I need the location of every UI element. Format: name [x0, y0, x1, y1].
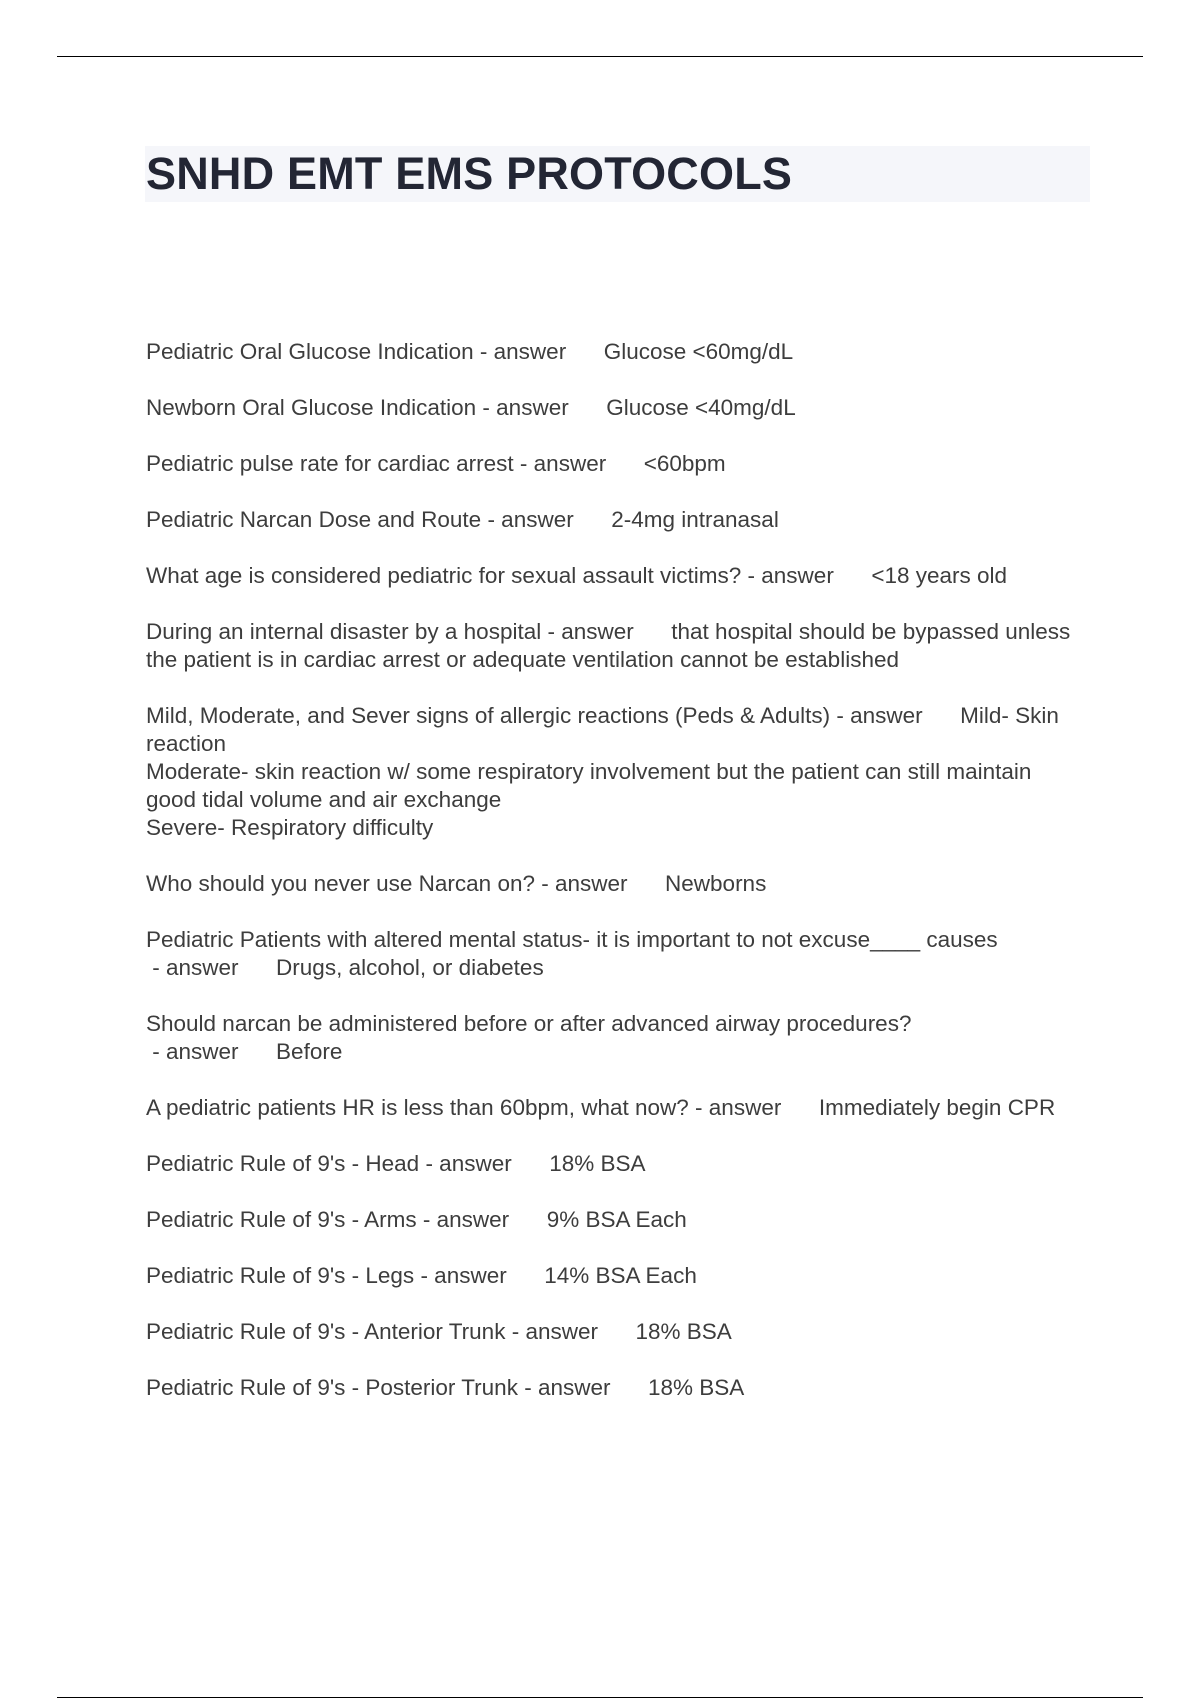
qa-item: [146, 1318, 1086, 1346]
answer-text: <60bpm: [643, 451, 726, 476]
answer-label: - answer: [414, 1263, 507, 1288]
qa-item: [146, 394, 1086, 422]
answer-label: - answer: [688, 1095, 782, 1120]
qa-list: [146, 338, 1086, 1430]
qa-item: [146, 618, 1086, 674]
top-rule: [57, 56, 1143, 57]
question-text: Who should you never use Narcan on?: [146, 871, 535, 896]
answer-label: - answer: [517, 1375, 611, 1400]
qa-item: [146, 926, 1086, 982]
question-text: During an internal disaster by a hospital: [146, 619, 542, 644]
answer-label: - answer: [473, 339, 567, 364]
question-text: Mild, Moderate, and Sever signs of allergic reactions (Peds & Adults): [146, 703, 831, 728]
answer-text: 18% BSA: [549, 1151, 646, 1176]
answer-label: - answer: [741, 563, 834, 588]
qa-item: [146, 1206, 1086, 1234]
answer-label: - answer: [505, 1319, 598, 1344]
qa-item: [146, 1374, 1086, 1402]
qa-item: [146, 702, 1086, 842]
qa-item: [146, 562, 1086, 590]
answer-label: - answer: [830, 703, 923, 728]
answer-label: - answer: [513, 451, 607, 476]
answer-text: Immediately begin CPR: [818, 1095, 1056, 1120]
qa-item: [146, 1150, 1086, 1178]
answer-text: Newborns: [665, 871, 767, 896]
question-text: Pediatric Rule of 9's - Posterior Trunk: [146, 1375, 518, 1400]
answer-label: - answer: [534, 871, 628, 896]
question-text: Pediatric Patients with altered mental status- it is important to not excuse____ causes: [146, 927, 998, 952]
answer-text: that hospital should be bypassed unless the patient is in cardiac arrest or adequate ventilation cannot be established: [146, 619, 1071, 672]
document-title: SNHD EMT EMS PROTOCOLS: [146, 148, 793, 199]
question-text: Pediatric Rule of 9's - Head: [146, 1151, 420, 1176]
answer-text: Glucose <40mg/dL: [606, 395, 796, 420]
question-text: Pediatric pulse rate for cardiac arrest: [146, 451, 514, 476]
qa-item: [146, 338, 1086, 366]
qa-item: [146, 870, 1086, 898]
answer-text: 18% BSA: [635, 1319, 732, 1344]
qa-item: [146, 506, 1086, 534]
qa-item: [146, 450, 1086, 478]
question-text: Pediatric Oral Glucose Indication: [146, 339, 474, 364]
question-text: Pediatric Narcan Dose and Route: [146, 507, 482, 532]
answer-text: 14% BSA Each: [544, 1263, 697, 1288]
question-text: Pediatric Rule of 9's - Anterior Trunk: [146, 1319, 506, 1344]
question-text: A pediatric patients HR is less than 60bpm, what now?: [146, 1095, 689, 1120]
answer-text: <18 years old: [871, 563, 1008, 588]
answer-text: Mild- Skin reaction Moderate- skin reaction w/ some respiratory involvement but the patient can still maintain good tidal volume and air exchange Severe- Respiratory difficulty: [146, 703, 1059, 840]
answer-label: - answer: [419, 1151, 512, 1176]
answer-text: 2-4mg intranasal: [611, 507, 779, 532]
qa-item: [146, 1262, 1086, 1290]
answer-text: 9% BSA Each: [546, 1207, 687, 1232]
answer-text: 18% BSA: [648, 1375, 745, 1400]
qa-item: [146, 1010, 1086, 1066]
question-text: Pediatric Rule of 9's - Arms: [146, 1207, 417, 1232]
answer-text: Glucose <60mg/dL: [603, 339, 794, 364]
answer-text: Before: [276, 1039, 343, 1064]
answer-label: - answer: [481, 507, 574, 532]
qa-item: [146, 1094, 1086, 1122]
question-text: Should narcan be administered before or after advanced airway procedures?: [146, 1011, 912, 1036]
question-text: What age is considered pediatric for sexual assault victims?: [146, 563, 742, 588]
answer-text: Drugs, alcohol, or diabetes: [276, 955, 544, 980]
question-text: Newborn Oral Glucose Indication: [146, 395, 477, 420]
answer-label: - answer: [146, 1039, 239, 1064]
question-text: Pediatric Rule of 9's - Legs: [146, 1263, 415, 1288]
answer-label: - answer: [146, 955, 239, 980]
answer-label: - answer: [541, 619, 634, 644]
bottom-rule: [57, 1697, 1143, 1698]
answer-label: - answer: [476, 395, 569, 420]
answer-label: - answer: [416, 1207, 510, 1232]
